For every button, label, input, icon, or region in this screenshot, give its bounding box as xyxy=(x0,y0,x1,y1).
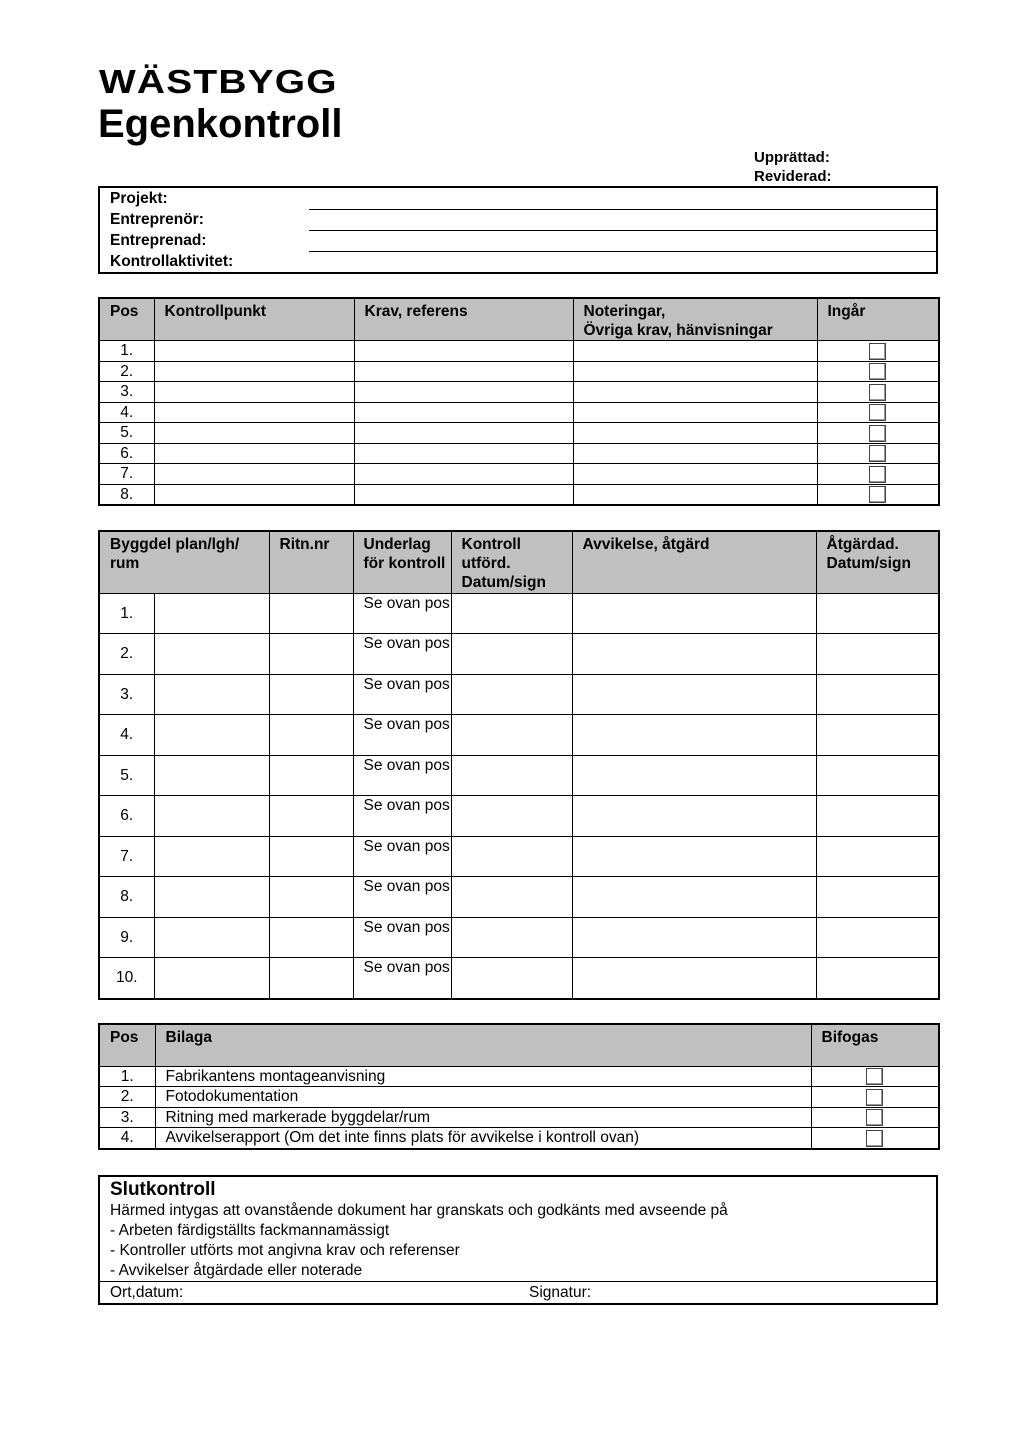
byggdel-cell[interactable] xyxy=(154,958,269,999)
checklist-row xyxy=(99,402,939,423)
ingar-cell xyxy=(817,361,939,382)
attachment-row xyxy=(99,1107,939,1128)
atgardad-cell[interactable] xyxy=(816,634,939,675)
byggdel-cell[interactable] xyxy=(154,593,269,634)
kontroll-utford-cell[interactable] xyxy=(451,634,572,675)
slutkontroll-item: - Arbeten färdigställts fackmannamässigt xyxy=(110,1222,390,1239)
atgardad-cell[interactable] xyxy=(816,593,939,634)
atgardad-cell[interactable] xyxy=(816,958,939,999)
page-title: Egenkontroll xyxy=(98,102,343,146)
header-krav-referens: Krav, referens xyxy=(354,298,573,341)
avvikelse-cell[interactable] xyxy=(572,796,816,837)
ingar-cell xyxy=(817,382,939,403)
underlag-cell: Se ovan pos xyxy=(353,634,451,675)
control-pos-cell: 8. xyxy=(99,877,154,918)
pos-cell: 2. xyxy=(99,361,154,382)
checklist-table xyxy=(98,297,940,506)
reviderad-label: Reviderad: xyxy=(754,168,832,185)
attachment-pos-cell: 3. xyxy=(99,1107,155,1128)
projekt-label: Projekt: xyxy=(110,190,168,207)
ritn-nr-cell[interactable] xyxy=(269,796,353,837)
header-noteringar-line1: Noteringar, xyxy=(583,303,666,320)
noteringar-cell[interactable] xyxy=(573,464,817,485)
kontroll-utford-cell[interactable] xyxy=(451,796,572,837)
underlag-cell: Se ovan pos xyxy=(353,836,451,877)
avvikelse-cell[interactable] xyxy=(572,634,816,675)
attachment-row xyxy=(99,1066,939,1087)
signatur-label: Signatur: xyxy=(529,1284,592,1301)
ritn-nr-cell[interactable] xyxy=(269,634,353,675)
control-row xyxy=(99,836,939,877)
checklist-row xyxy=(99,361,939,382)
upprattad-label: Upprättad: xyxy=(754,149,830,166)
ritn-nr-cell[interactable] xyxy=(269,917,353,958)
kontrollpunkt-cell[interactable] xyxy=(154,423,354,444)
company-logo: WÄSTBYGG xyxy=(99,63,338,100)
kontroll-utford-cell[interactable] xyxy=(451,836,572,877)
bifogas-checkbox[interactable] xyxy=(866,1089,883,1106)
checklist-row xyxy=(99,464,939,485)
kontrollpunkt-cell[interactable] xyxy=(154,402,354,423)
underlag-cell: Se ovan pos xyxy=(353,674,451,715)
bifogas-cell xyxy=(811,1128,939,1149)
attachment-label-cell: Ritning med markerade byggdelar/rum xyxy=(155,1107,811,1128)
noteringar-cell[interactable] xyxy=(573,361,817,382)
byggdel-cell[interactable] xyxy=(154,674,269,715)
krav-cell[interactable] xyxy=(354,464,573,485)
header-underlag: Underlag för kontroll xyxy=(353,531,451,593)
byggdel-cell[interactable] xyxy=(154,755,269,796)
kontroll-utford-cell[interactable] xyxy=(451,674,572,715)
ritn-nr-cell[interactable] xyxy=(269,958,353,999)
krav-cell[interactable] xyxy=(354,361,573,382)
control-pos-cell: 4. xyxy=(99,715,154,756)
control-pos-cell: 5. xyxy=(99,755,154,796)
attachment-label-cell: Fabrikantens montageanvisning xyxy=(155,1066,811,1087)
kontroll-utford-cell[interactable] xyxy=(451,917,572,958)
kontrollpunkt-cell[interactable] xyxy=(154,341,354,362)
header-atgardad: Åtgärdad. Datum/sign xyxy=(816,531,939,593)
ingar-checkbox[interactable] xyxy=(869,404,886,421)
byggdel-cell[interactable] xyxy=(154,877,269,918)
underlag-cell: Se ovan pos xyxy=(353,796,451,837)
control-row xyxy=(99,958,939,999)
slutkontroll-item: - Kontroller utförts mot angivna krav och referenser xyxy=(110,1242,460,1259)
document-meta xyxy=(754,148,832,186)
krav-cell[interactable] xyxy=(354,443,573,464)
control-row xyxy=(99,755,939,796)
ingar-cell xyxy=(817,464,939,485)
avvikelse-cell[interactable] xyxy=(572,593,816,634)
slutkontroll-content xyxy=(99,1176,937,1282)
slutkontroll-intro: Härmed intygas att ovanstående dokument har granskats och godkänts med avseende på xyxy=(110,1202,728,1219)
control-row xyxy=(99,634,939,675)
entreprenad-field[interactable] xyxy=(309,230,937,251)
atgardad-cell[interactable] xyxy=(816,917,939,958)
header-noteringar xyxy=(573,298,817,341)
ingar-cell xyxy=(817,402,939,423)
underlag-cell: Se ovan pos xyxy=(353,715,451,756)
byggdel-cell[interactable] xyxy=(154,715,269,756)
kontrollaktivitet-label: Kontrollaktivitet: xyxy=(110,253,234,270)
kontrollpunkt-cell[interactable] xyxy=(154,361,354,382)
signatur-field[interactable] xyxy=(519,1282,937,1305)
pos-cell: 6. xyxy=(99,443,154,464)
control-row xyxy=(99,917,939,958)
noteringar-cell[interactable] xyxy=(573,423,817,444)
underlag-cell: Se ovan pos xyxy=(353,958,451,999)
control-pos-cell: 1. xyxy=(99,593,154,634)
underlag-cell: Se ovan pos xyxy=(353,593,451,634)
avvikelse-cell[interactable] xyxy=(572,877,816,918)
ritn-nr-cell[interactable] xyxy=(269,674,353,715)
ritn-nr-cell[interactable] xyxy=(269,836,353,877)
ingar-cell xyxy=(817,423,939,444)
bifogas-cell xyxy=(811,1107,939,1128)
underlag-cell: Se ovan pos xyxy=(353,877,451,918)
entreprenor-field[interactable] xyxy=(309,209,937,230)
avvikelse-cell[interactable] xyxy=(572,674,816,715)
byggdel-cell[interactable] xyxy=(154,634,269,675)
ingar-cell xyxy=(817,341,939,362)
checklist-row xyxy=(99,341,939,362)
atgardad-cell[interactable] xyxy=(816,796,939,837)
krav-cell[interactable] xyxy=(354,402,573,423)
control-pos-cell: 3. xyxy=(99,674,154,715)
ritn-nr-cell[interactable] xyxy=(269,755,353,796)
bifogas-checkbox[interactable] xyxy=(866,1068,883,1085)
attachment-pos-cell: 1. xyxy=(99,1066,155,1087)
slutkontroll-title: Slutkontroll xyxy=(110,1179,216,1200)
header-bilaga-pos: Pos xyxy=(99,1024,155,1066)
kontrollpunkt-cell[interactable] xyxy=(154,464,354,485)
avvikelse-cell[interactable] xyxy=(572,917,816,958)
noteringar-cell[interactable] xyxy=(573,402,817,423)
control-row xyxy=(99,593,939,634)
bifogas-checkbox[interactable] xyxy=(866,1109,883,1126)
attachment-pos-cell: 4. xyxy=(99,1128,155,1149)
ingar-checkbox[interactable] xyxy=(869,445,886,462)
control-pos-cell: 2. xyxy=(99,634,154,675)
header-ingar: Ingår xyxy=(817,298,939,341)
ingar-checkbox[interactable] xyxy=(869,384,886,401)
attachment-label-cell: Fotodokumentation xyxy=(155,1087,811,1108)
underlag-cell: Se ovan pos xyxy=(353,917,451,958)
pos-cell: 1. xyxy=(99,341,154,362)
krav-cell[interactable] xyxy=(354,484,573,505)
byggdel-cell[interactable] xyxy=(154,917,269,958)
kontroll-utford-cell[interactable] xyxy=(451,755,572,796)
ort-datum-label: Ort,datum: xyxy=(110,1284,184,1301)
header-noteringar-line2: Övriga krav, hänvisningar xyxy=(583,322,773,339)
atgardad-cell[interactable] xyxy=(816,715,939,756)
header-avvikelse: Avvikelse, åtgärd xyxy=(572,531,816,593)
krav-cell[interactable] xyxy=(354,423,573,444)
slutkontroll-box xyxy=(98,1175,938,1305)
header-bilaga: Bilaga xyxy=(155,1024,811,1066)
avvikelse-cell[interactable] xyxy=(572,958,816,999)
kontrollpunkt-cell[interactable] xyxy=(154,382,354,403)
attachments-table xyxy=(98,1023,940,1150)
attachment-row xyxy=(99,1128,939,1149)
header-bifogas: Bifogas xyxy=(811,1024,939,1066)
avvikelse-cell[interactable] xyxy=(572,836,816,877)
control-pos-cell: 9. xyxy=(99,917,154,958)
control-pos-cell: 7. xyxy=(99,836,154,877)
header-kontroll-utford: Kontroll utförd. Datum/sign xyxy=(451,531,572,593)
checklist-row xyxy=(99,423,939,444)
checklist-row xyxy=(99,484,939,505)
attachment-label-cell: Avvikelserapport (Om det inte finns plats för avvikelse i kontroll ovan) xyxy=(155,1128,811,1149)
kontrollpunkt-cell[interactable] xyxy=(154,484,354,505)
attachment-row xyxy=(99,1087,939,1108)
pos-cell: 3. xyxy=(99,382,154,403)
slutkontroll-item: - Avvikelser åtgärdade eller noterade xyxy=(110,1262,363,1279)
pos-cell: 4. xyxy=(99,402,154,423)
underlag-cell: Se ovan pos xyxy=(353,755,451,796)
kontrollpunkt-cell[interactable] xyxy=(154,443,354,464)
bifogas-cell xyxy=(811,1066,939,1087)
header-ritn-nr: Ritn.nr xyxy=(269,531,353,593)
ingar-checkbox[interactable] xyxy=(869,466,886,483)
krav-cell[interactable] xyxy=(354,382,573,403)
avvikelse-cell[interactable] xyxy=(572,755,816,796)
kontroll-utford-cell[interactable] xyxy=(451,715,572,756)
control-pos-cell: 10. xyxy=(99,958,154,999)
ingar-checkbox[interactable] xyxy=(869,486,886,503)
entreprenor-label: Entreprenör: xyxy=(110,211,204,228)
control-table xyxy=(98,530,940,1000)
ritn-nr-cell[interactable] xyxy=(269,715,353,756)
entreprenad-label: Entreprenad: xyxy=(110,232,207,249)
pos-cell: 8. xyxy=(99,484,154,505)
krav-cell[interactable] xyxy=(354,341,573,362)
ort-datum-field[interactable] xyxy=(99,1282,519,1305)
ingar-checkbox[interactable] xyxy=(869,343,886,360)
checklist-row xyxy=(99,382,939,403)
byggdel-cell[interactable] xyxy=(154,796,269,837)
noteringar-cell[interactable] xyxy=(573,382,817,403)
kontrollaktivitet-field[interactable] xyxy=(309,251,937,273)
pos-cell: 7. xyxy=(99,464,154,485)
kontroll-utford-cell[interactable] xyxy=(451,593,572,634)
atgardad-cell[interactable] xyxy=(816,836,939,877)
atgardad-cell[interactable] xyxy=(816,755,939,796)
kontroll-utford-cell[interactable] xyxy=(451,958,572,999)
bifogas-checkbox[interactable] xyxy=(866,1130,883,1147)
control-row xyxy=(99,796,939,837)
ingar-checkbox[interactable] xyxy=(869,425,886,442)
ingar-cell xyxy=(817,443,939,464)
control-row xyxy=(99,674,939,715)
bifogas-cell xyxy=(811,1087,939,1108)
noteringar-cell[interactable] xyxy=(573,484,817,505)
control-row xyxy=(99,715,939,756)
pos-cell: 5. xyxy=(99,423,154,444)
ingar-checkbox[interactable] xyxy=(869,363,886,380)
header-byggdel: Byggdel plan/lgh/ rum xyxy=(99,531,269,593)
header-pos: Pos xyxy=(99,298,154,341)
atgardad-cell[interactable] xyxy=(816,674,939,715)
byggdel-cell[interactable] xyxy=(154,836,269,877)
control-row xyxy=(99,877,939,918)
atgardad-cell[interactable] xyxy=(816,877,939,918)
control-pos-cell: 6. xyxy=(99,796,154,837)
noteringar-cell[interactable] xyxy=(573,341,817,362)
kontroll-utford-cell[interactable] xyxy=(451,877,572,918)
project-info-table xyxy=(98,186,938,274)
ingar-cell xyxy=(817,484,939,505)
attachment-pos-cell: 2. xyxy=(99,1087,155,1108)
ritn-nr-cell[interactable] xyxy=(269,877,353,918)
header-kontrollpunkt: Kontrollpunkt xyxy=(154,298,354,341)
checklist-row xyxy=(99,443,939,464)
ritn-nr-cell[interactable] xyxy=(269,593,353,634)
projekt-field[interactable] xyxy=(309,187,937,209)
avvikelse-cell[interactable] xyxy=(572,715,816,756)
noteringar-cell[interactable] xyxy=(573,443,817,464)
